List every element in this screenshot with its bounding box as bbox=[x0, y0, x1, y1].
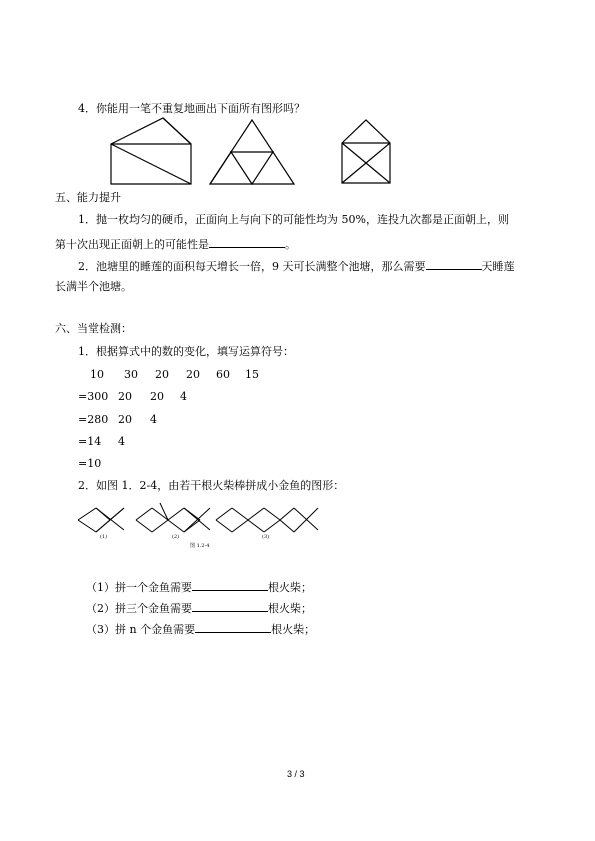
answer-blank[interactable] bbox=[192, 579, 268, 591]
step-1-num: 20 bbox=[150, 390, 164, 403]
s6-q2-item-3 bbox=[86, 621, 315, 637]
step-2-num: 20 bbox=[118, 413, 132, 426]
number-4: 20 bbox=[186, 368, 200, 381]
step-2-num: 4 bbox=[150, 413, 157, 426]
step-3-num: 4 bbox=[118, 435, 125, 448]
question-4-text: 4．你能用一笔不重复地画出下面所有图形吗？ bbox=[78, 102, 305, 115]
item-2-text: （2）拼三个金鱼需要 bbox=[86, 602, 192, 615]
item-3-text: （3）拼 n 个金鱼需要 bbox=[86, 623, 196, 636]
number-5: 60 bbox=[216, 368, 230, 381]
item-2-end: 根火柴； bbox=[268, 602, 312, 615]
s5-q2-line2: 长满半个池塘。 bbox=[55, 280, 132, 293]
number-3: 20 bbox=[155, 368, 169, 381]
s6-q2-item-2 bbox=[86, 600, 312, 616]
s5-q1-line2-text: 第十次出现正面朝上的可能性是 bbox=[55, 238, 209, 251]
s5-q2-line1-end: 天睡莲 bbox=[481, 260, 515, 273]
number-1: 10 bbox=[90, 368, 104, 381]
page-number: 3 / 3 bbox=[287, 769, 305, 779]
step-1-result: =300 bbox=[78, 390, 109, 403]
answer-blank[interactable] bbox=[195, 621, 271, 633]
step-3-result: =14 bbox=[78, 435, 102, 448]
section-5-heading: 五、能力提升 bbox=[55, 191, 121, 204]
figure-caption: 图 1.2-4 bbox=[190, 543, 210, 549]
section-6-heading: 六、当堂检测： bbox=[55, 322, 132, 335]
step-1-num: 20 bbox=[118, 390, 132, 403]
answer-blank[interactable] bbox=[192, 600, 268, 612]
s5-q1-line1: 1．抛一枚均匀的硬币，正面向上与向下的可能性均为 50%，连投九次都是正面朝上，则 bbox=[78, 213, 509, 226]
s6-q2-prompt: 2．如图 1．2-4，由若干根火柴棒拼成小金鱼的图形： bbox=[78, 479, 345, 492]
s5-q2-line1-text: 2．池塘里的睡莲的面积每天增长一倍，9 天可长满整个池塘，那么需要 bbox=[78, 260, 426, 273]
step-2-result: =280 bbox=[78, 413, 109, 426]
item-3-end: 根火柴； bbox=[271, 623, 316, 636]
number-6: 15 bbox=[245, 368, 259, 381]
s6-q1-prompt: 1．根据算式中的数的变化，填写运算符号： bbox=[78, 345, 294, 358]
s6-q2-item-1 bbox=[86, 579, 312, 595]
figure-label-1: (1) bbox=[100, 534, 108, 540]
step-4-result: =10 bbox=[78, 457, 102, 470]
figure-label-2: (2) bbox=[172, 534, 180, 540]
step-1-num: 4 bbox=[180, 390, 187, 403]
figure-label-3: (3) bbox=[262, 534, 270, 540]
item-1-text: （1）拼一个金鱼需要 bbox=[86, 581, 192, 594]
item-1-end: 根火柴； bbox=[268, 581, 312, 594]
s5-q1-line2-end: 。 bbox=[285, 238, 296, 251]
number-2: 30 bbox=[124, 368, 138, 381]
